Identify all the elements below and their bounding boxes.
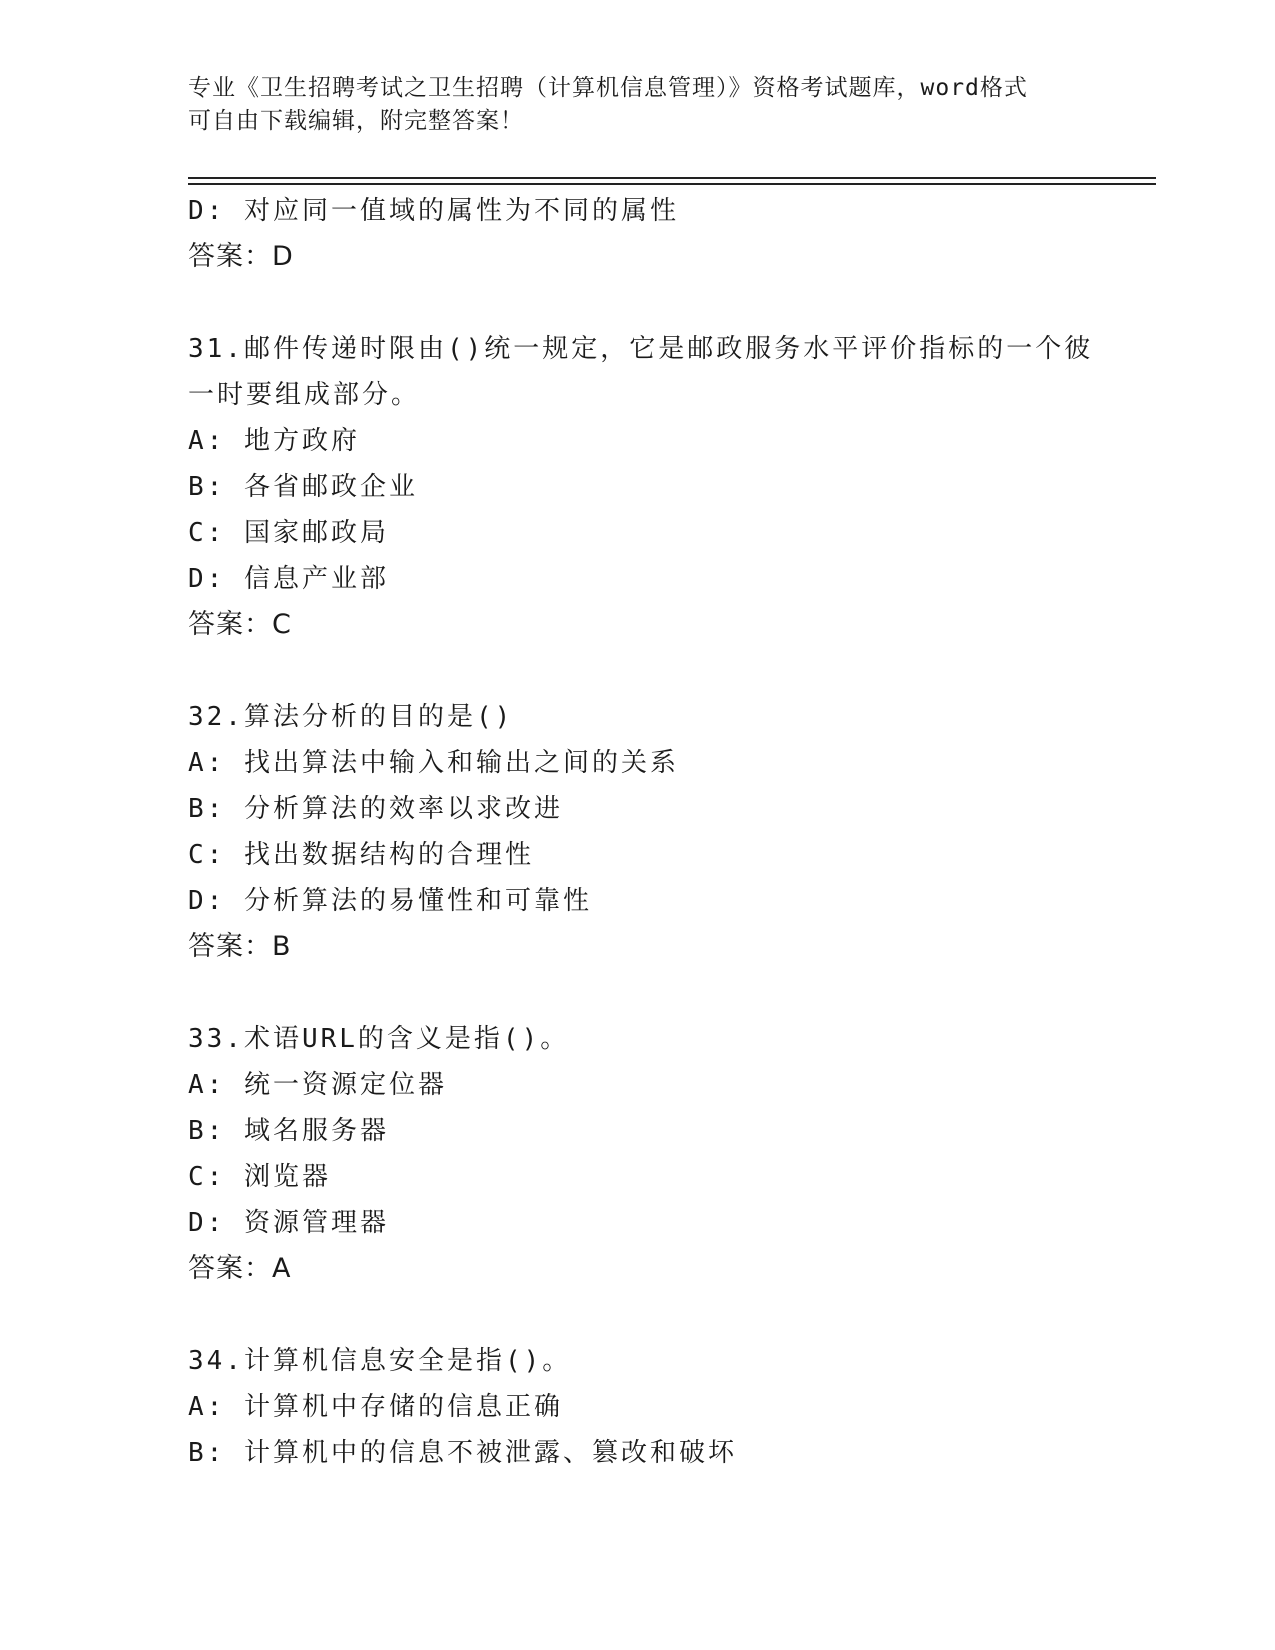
question-list bbox=[188, 188, 1094, 1476]
question-31-answer: 答案：C bbox=[188, 609, 292, 640]
question-31-option-d: D: 信息产业部 bbox=[188, 564, 389, 594]
question-33 bbox=[188, 1016, 1088, 1292]
question-32-option-c: C: 找出数据结构的合理性 bbox=[188, 840, 534, 870]
question-32-option-d: D: 分析算法的易懂性和可靠性 bbox=[188, 886, 592, 916]
header-line-1: 专业《卫生招聘考试之卫生招聘（计算机信息管理）》资格考试题库，word格式 bbox=[188, 75, 1028, 101]
question-33-option-d: D: 资源管理器 bbox=[188, 1208, 389, 1238]
document-header bbox=[188, 72, 1088, 138]
prev-answer: 答案：D bbox=[188, 241, 294, 272]
question-33-answer: 答案：A bbox=[188, 1253, 292, 1284]
header-divider-top bbox=[188, 177, 1156, 179]
question-33-title: 33.术语URL的含义是指()。 bbox=[188, 1024, 570, 1054]
question-31 bbox=[188, 326, 1094, 648]
question-31-option-b: B: 各省邮政企业 bbox=[188, 472, 418, 502]
question-34-option-b: B: 计算机中的信息不被泄露、篡改和破坏 bbox=[188, 1438, 737, 1468]
prev-option-d: D: 对应同一值域的属性为不同的属性 bbox=[188, 196, 679, 226]
question-33-option-b: B: 域名服务器 bbox=[188, 1116, 389, 1146]
header-divider-bottom bbox=[188, 183, 1156, 185]
question-33-option-c: C: 浏览器 bbox=[188, 1162, 331, 1192]
question-31-title-line-1: 31.邮件传递时限由()统一规定，它是邮政服务水平评价指标的一个彼 bbox=[188, 334, 1094, 364]
question-32-title: 32.算法分析的目的是() bbox=[188, 702, 514, 732]
header-line-2: 可自由下载编辑，附完整答案！ bbox=[188, 108, 524, 134]
question-34-title: 34.计算机信息安全是指()。 bbox=[188, 1346, 572, 1376]
question-31-option-a: A: 地方政府 bbox=[188, 426, 360, 456]
question-31-title-line-2: 一时要组成部分。 bbox=[188, 380, 421, 410]
question-31-option-c: C: 国家邮政局 bbox=[188, 518, 389, 548]
question-32 bbox=[188, 694, 1088, 970]
question-32-option-b: B: 分析算法的效率以求改进 bbox=[188, 794, 563, 824]
question-32-option-a: A: 找出算法中输入和输出之间的关系 bbox=[188, 748, 679, 778]
question-34-option-a: A: 计算机中存储的信息正确 bbox=[188, 1392, 563, 1422]
question-34 bbox=[188, 1338, 1088, 1476]
question-32-answer: 答案：B bbox=[188, 931, 292, 962]
question-33-option-a: A: 统一资源定位器 bbox=[188, 1070, 447, 1100]
